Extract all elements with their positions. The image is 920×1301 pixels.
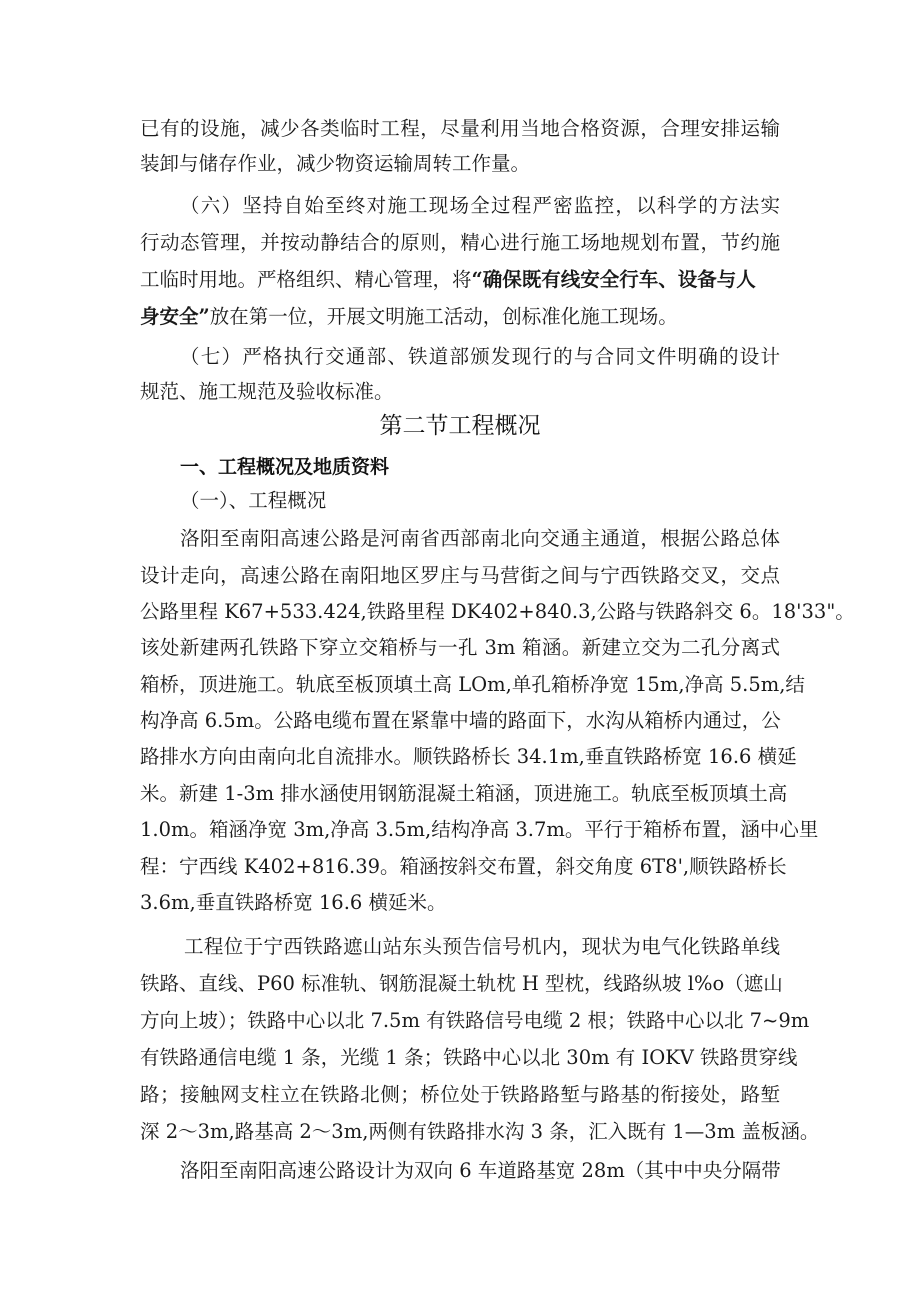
location-line-3: 方向上坡）；铁路中心以北 7.5m 有铁路信号电缆 2 根；铁路中心以北 7~9m bbox=[140, 1009, 810, 1032]
overview-line-6: 构净高 6.5m。公路电缆布置在紧靠中墙的路面下，水沟从箱桥内通过，公 bbox=[140, 709, 781, 732]
overview-line-10: 程：宁西线 K402+816.39。箱涵按斜交布置，斜交角度 6T8',顺铁路桥长 bbox=[140, 855, 787, 878]
item-title: （一）、工程概况 bbox=[180, 489, 327, 512]
section-title: 第二节工程概况 bbox=[379, 413, 541, 439]
intro-line-1: 已有的设施，减少各类临时工程，尽量利用当地合格资源，合理安排运输 bbox=[140, 117, 780, 140]
item6-line-4-text: 放在第一位，开展文明施工活动，创标准化施工现场。 bbox=[209, 305, 678, 328]
item6-line-3-text: 工临时用地。严格组织、精心管理，将 bbox=[140, 268, 472, 291]
location-line-4: 有铁路通信电缆 1 条，光缆 1 条；铁路中心以北 30m 有 IOKV 铁路贯穿线 bbox=[140, 1046, 798, 1069]
item6-line-2: 行动态管理，并按动静结合的原则，精心进行施工场地规划布置，节约施 bbox=[140, 231, 780, 254]
overview-line-7: 路排水方向由南向北自流排水。顺铁路桥长 34.1m,垂直铁路桥宽 16.6 横延 bbox=[140, 745, 797, 768]
overview-line-1: 洛阳至南阳高速公路是河南省西部南北向交通主通道，根据公路总体 bbox=[180, 527, 780, 550]
location-line-5: 路；接触网支柱立在铁路北侧；桥位处于铁路路堑与路基的衔接处，路堑 bbox=[140, 1083, 780, 1106]
location-line-1: 工程位于宁西铁路遮山站东头预告信号机内，现状为电气化铁路单线 bbox=[184, 935, 780, 958]
intro-line-2: 装卸与储存作业，减少物资运输周转工作量。 bbox=[140, 152, 531, 175]
item7-line-2: 规范、施工规范及验收标准。 bbox=[140, 380, 394, 403]
location-line-2: 铁路、直线、P60 标准轨、钢筋混凝土轨枕 H 型枕，线路纵坡 l%o（遮山 bbox=[140, 972, 783, 995]
overview-line-5: 箱桥，顶进施工。轨底至板顶填土高 LOm,单孔箱桥净宽 15m,净高 5.5m,结 bbox=[140, 673, 805, 696]
overview-line-3: 公路里程 K67+533.424,铁路里程 DK402+840.3,公路与铁路斜交 6。18'33"。 bbox=[140, 600, 855, 623]
item6-line-3 bbox=[140, 268, 780, 294]
overview-line-11: 3.6m,垂直铁路桥宽 16.6 横延米。 bbox=[140, 891, 447, 914]
overview-line-2: 设计走向，高速公路在南阳地区罗庄与马营街之间与宁西铁路交叉，交点 bbox=[140, 564, 780, 587]
design-line-1: 洛阳至南阳高速公路设计为双向 6 车道路基宽 28m（其中中央分隔带 bbox=[180, 1159, 781, 1182]
item6-emphasis-start: “确保既有线安全行车、设备与人 bbox=[471, 268, 756, 291]
overview-line-4: 该处新建两孔铁路下穿立交箱桥与一孔 3m 箱涵。新建立交为二孔分离式 bbox=[140, 636, 780, 659]
item6-emphasis-end: 身安全” bbox=[140, 305, 210, 328]
subsection-title: 一、工程概况及地质资料 bbox=[180, 456, 390, 478]
overview-line-8: 米。新建 1-3m 排水涵使用钢筋混凝土箱涵，顶进施工。轨底至板顶填土高 bbox=[140, 782, 788, 805]
location-line-6: 深 2～3m,路基高 2～3m,两侧有铁路排水沟 3 条，汇入既有 1—3m 盖板涵。 bbox=[140, 1120, 820, 1143]
overview-line-9: 1.0m。箱涵净宽 3m,净高 3.5m,结构净高 3.7m。平行于箱桥布置，涵中心里 bbox=[140, 818, 819, 841]
item6-line-1: （六）坚持自始至终对施工现场全过程严密监控，以科学的方法实 bbox=[180, 194, 780, 217]
item7-line-1: （七）严格执行交通部、铁道部颁发现行的与合同文件明确的设计 bbox=[180, 345, 780, 368]
item6-line-4 bbox=[140, 305, 780, 331]
